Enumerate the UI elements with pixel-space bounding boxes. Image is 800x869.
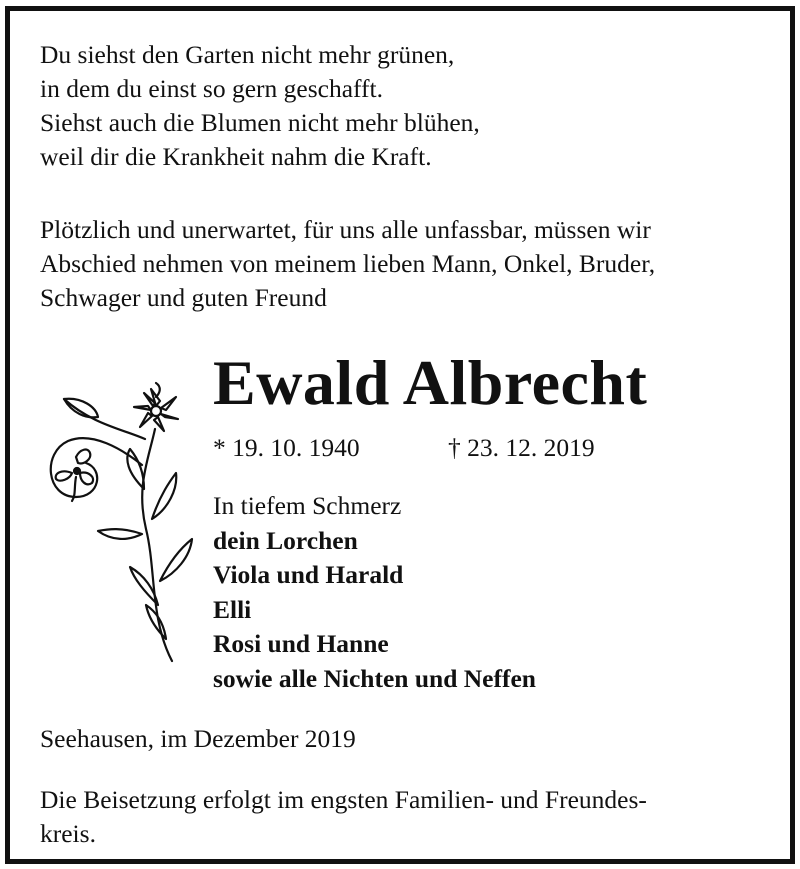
burial-line: kreis.: [40, 819, 96, 848]
intro-line: Abschied nehmen von meinem lieben Mann, Onkel, Bruder,: [40, 249, 656, 278]
intro-line: Schwager und guten Freund: [40, 283, 327, 312]
poem-line: weil dir die Krankheit nahm die Kraft.: [40, 142, 432, 171]
poem: [40, 38, 480, 174]
mourner-name: dein Lorchen: [213, 525, 358, 555]
mourners: [213, 489, 536, 697]
mourner-name: Rosi und Hanne: [213, 629, 389, 659]
intro-text: [40, 213, 655, 315]
mourner-name: sowie alle Nichten und Neffen: [213, 663, 536, 693]
poem-line: in dem du einst so gern geschafft.: [40, 74, 383, 103]
deceased-name: Ewald Albrecht: [213, 347, 648, 418]
mourner-name: Viola und Harald: [213, 560, 404, 590]
death-date: † 23. 12. 2019: [448, 433, 595, 462]
obituary-notice: [5, 6, 795, 864]
burial-line: Die Beisetzung erfolgt im engsten Familien- und Freundes-: [40, 785, 647, 814]
poem-line: Siehst auch die Blumen nicht mehr blühen,: [40, 108, 480, 137]
flower-icon: [32, 369, 212, 669]
birth-date: * 19. 10. 1940: [213, 433, 360, 462]
poem-line: Du siehst den Garten nicht mehr grünen,: [40, 40, 455, 69]
intro-line: Plötzlich und unerwartet, für uns alle unfassbar, müssen wir: [40, 215, 651, 244]
mourner-name: Elli: [213, 594, 252, 624]
mourners-heading: In tiefem Schmerz: [213, 491, 402, 520]
burial-note: [40, 783, 647, 851]
place-date: Seehausen, im Dezember 2019: [40, 724, 356, 753]
